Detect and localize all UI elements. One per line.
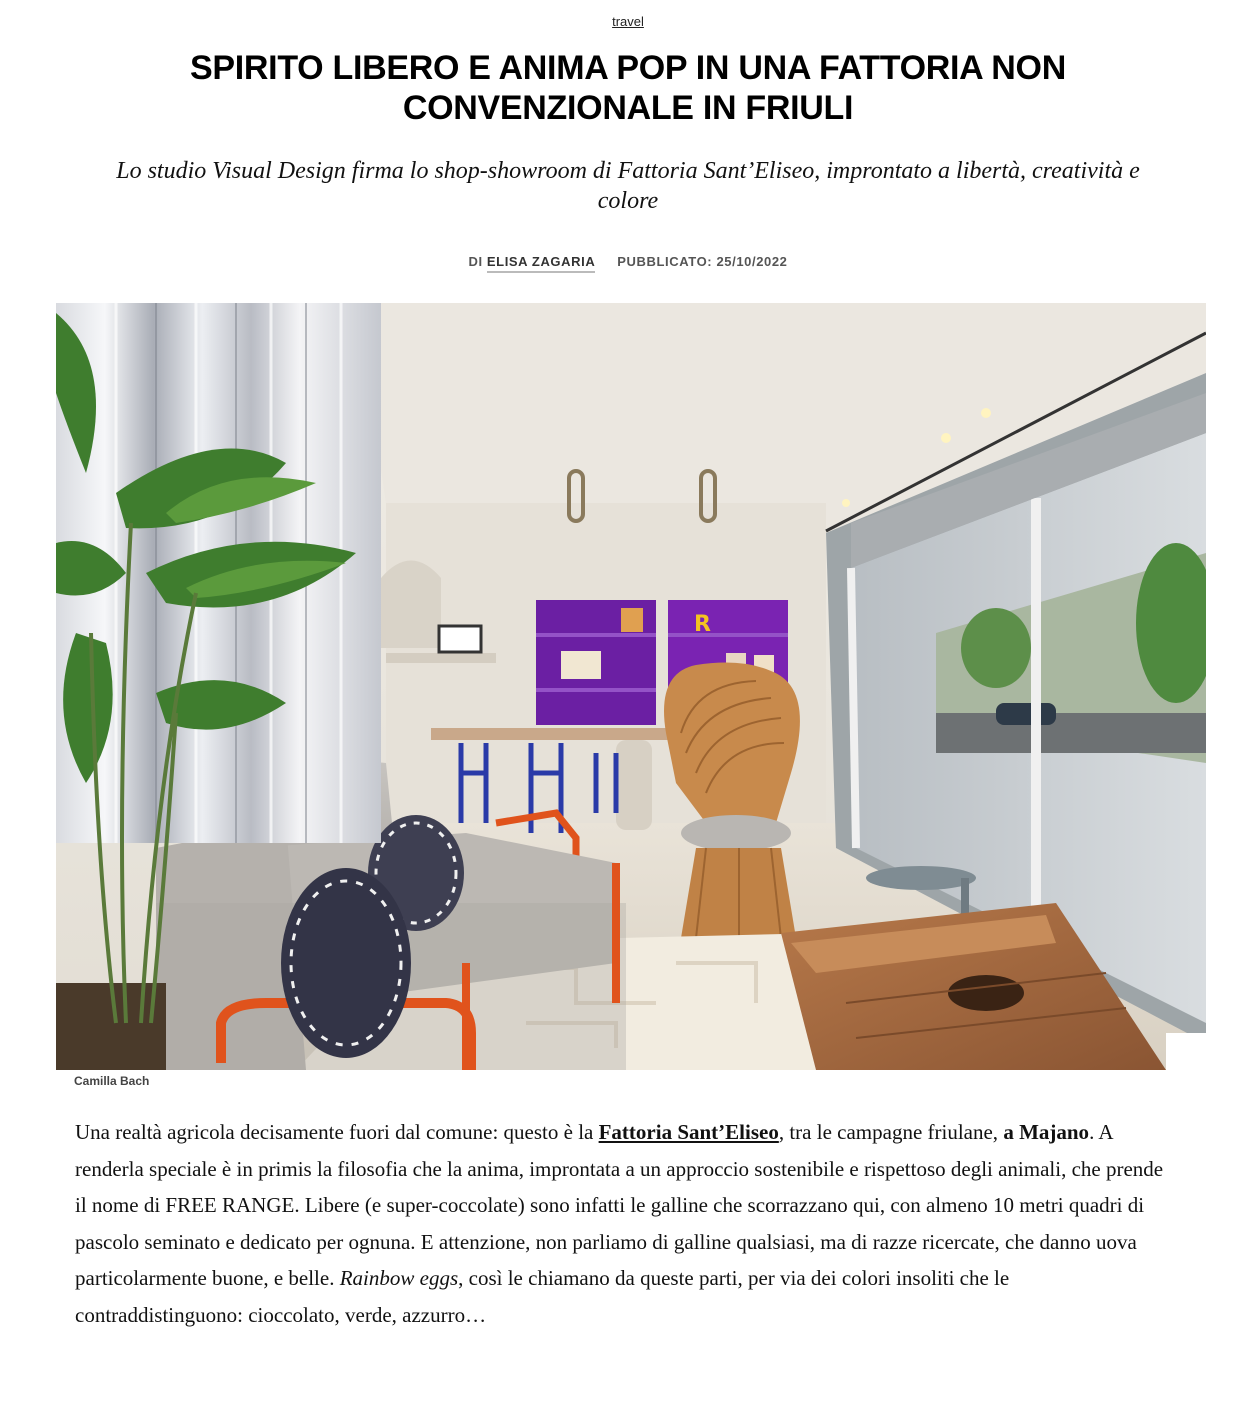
byline: [0, 254, 1256, 269]
body-text-4: , così le chiamano da queste parti, per via dei colori insoliti che le contraddistinguono: cioccolato, verde, azzurro…: [75, 1266, 1010, 1327]
published-label: PUBBLICATO:: [617, 254, 713, 269]
image-credit: Camilla Bach: [74, 1074, 150, 1088]
fattoria-link[interactable]: Fattoria Sant’Eliseo: [598, 1120, 779, 1144]
article-body-paragraph: [75, 1114, 1175, 1333]
hero-image: [56, 303, 1206, 1070]
published-date: 25/10/2022: [716, 254, 788, 269]
author-link[interactable]: ELISA ZAGARIA: [487, 254, 595, 273]
body-italic-term: Rainbow eggs: [339, 1266, 459, 1290]
body-text-2: , tra le campagne friulane,: [778, 1120, 1004, 1144]
body-text-1: Una realtà agricola decisamente fuori dal comune: questo è la: [75, 1120, 599, 1144]
article-subtitle: Lo studio Visual Design firma lo shop-showroom di Fattoria Sant’Eliseo, improntato a libertà, creatività e colore: [116, 158, 1140, 214]
body-text-3: . A renderla speciale è in primis la filosofia che la anima, improntata a un approccio sostenibile e rispettoso degli animali, che prende il nome di FREE RANGE. Libere (e super-coccolate) sono infatti le galline che scorrazzano qui, con almeno 10 metri quadri di pascolo seminato e dedicato per ognuna. E attenzione, non parliamo di galline qualsiasi, ma di razze ricercate, che danno uova particolarmente buone, e belle.: [75, 1120, 1164, 1290]
category-link[interactable]: travel: [612, 14, 644, 29]
body-bold-location: a Majano: [1003, 1120, 1090, 1144]
article-title: SPIRITO LIBERO E ANIMA POP IN UNA FATTORIA NON CONVENZIONALE IN FRIULI: [190, 49, 1066, 127]
byline-prefix: DI: [468, 254, 483, 269]
shelf-letter: R: [694, 612, 711, 637]
category-tag: [0, 14, 1256, 29]
